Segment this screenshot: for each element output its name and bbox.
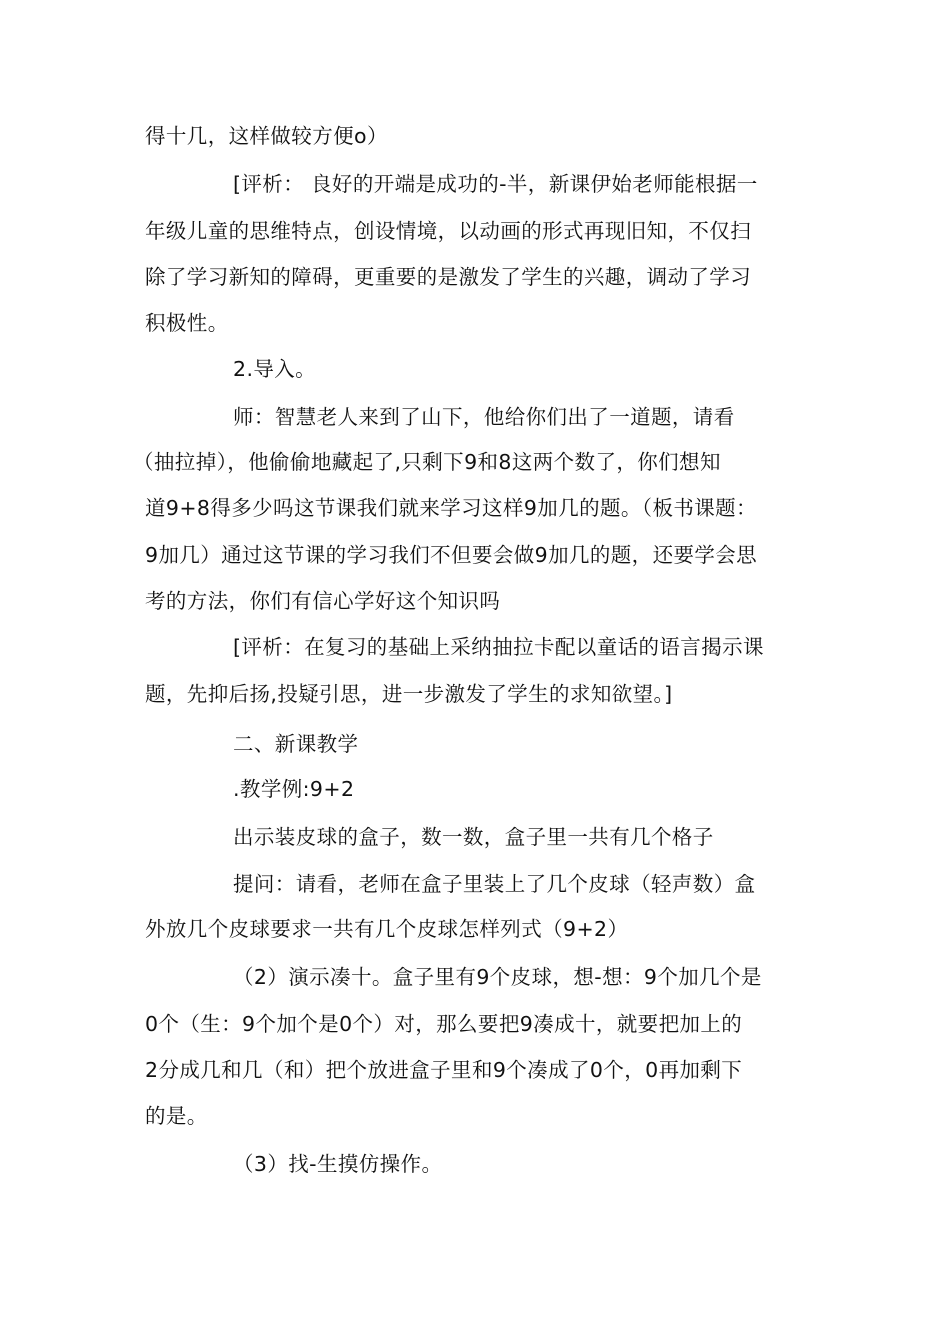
text-line: 2.导入。 [233,357,317,381]
section-heading: 二、新课教学 [233,732,359,756]
text-line: 道9+8得多少吗这节课我们就来学习这样9加几的题。（板书课题： [145,496,757,520]
text-line: 的是。 [145,1104,208,1128]
text-line: 外放几个皮球要求一共有几个皮球怎样列式（9+2） [145,917,629,941]
text-line: .教学例:9+2 [233,777,355,801]
text-line: 出示装皮球的盒子，数一数，盒子里一共有几个格子 [233,825,714,849]
text-line: 师：智慧老人来到了山下，他给你们出了一道题，请看 [233,405,735,429]
text-line: 2分成几和几（和）把个放进盒子里和9个凑成了0个，0再加剩下 [145,1058,743,1082]
text-line: 0个（生：9个加个是0个）对，那么要把9凑成十，就要把加上的 [145,1012,743,1036]
text-line: 年级儿童的思维特点，创设情境，以动画的形式再现旧知，不仅扫 [145,219,752,243]
text-line: 积极性。 [145,311,229,335]
text-line: 提问：请看，老师在盒子里装上了几个皮球（轻声数）盒 [233,872,756,896]
text-line: 题，先抑后扬,投疑引思，进一步激发了学生的求知欲望。] [145,682,673,706]
text-line: 9加几）通过这节课的学习我们不但要会做9加几的题，还要学会思 [145,543,758,567]
text-line: 得十几，这样做较方便o） [145,124,388,148]
text-line: （3）找-生摸仿操作。 [233,1152,443,1176]
text-line: 除了学习新知的障碍，更重要的是激发了学生的兴趣，调动了学习 [145,265,752,289]
text-line: （2）演示凑十。盒子里有9个皮球，想-想：9个加几个是 [233,965,762,989]
text-line: [评析：在复习的基础上采纳抽拉卡配以童话的语言揭示课 [233,635,764,659]
text-line: 考的方法，你们有信心学好这个知识吗 [145,589,501,613]
text-line: （抽拉掉），他偷偷地藏起了,只剩下9和8这两个数了，你们想知 [133,450,721,474]
text-line: [评析： 良好的开端是成功的-半，新课伊始老师能根据一 [233,172,758,196]
